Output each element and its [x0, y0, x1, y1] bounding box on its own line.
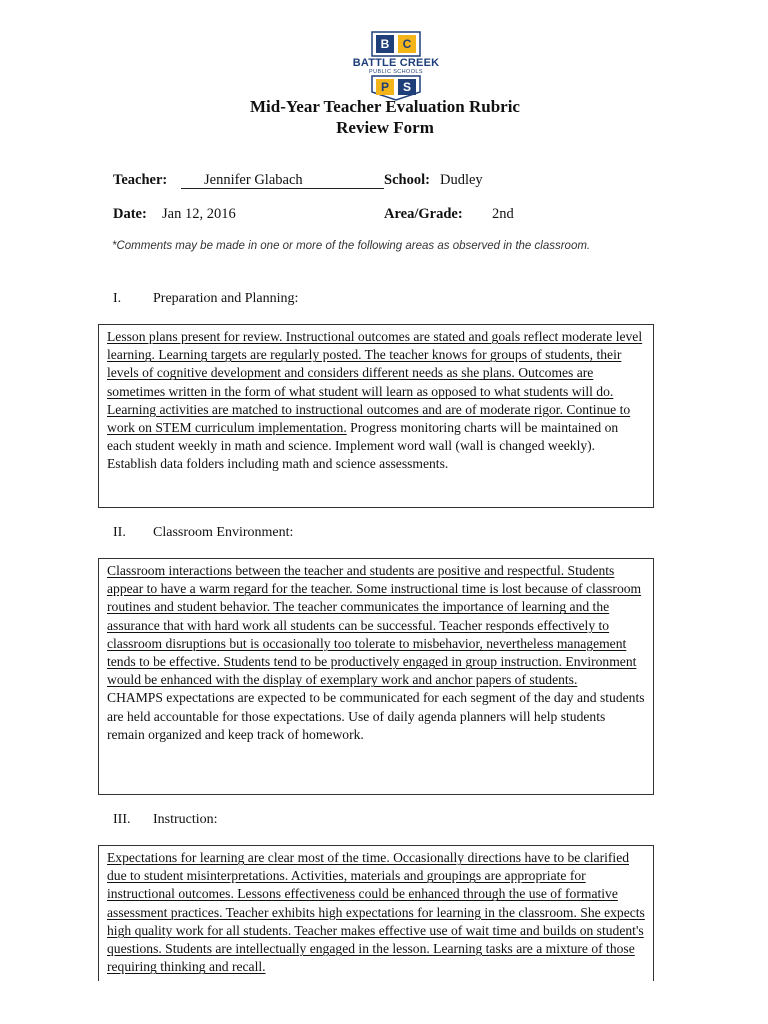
- section-3-title: Instruction:: [153, 812, 218, 827]
- form-title: Mid-Year Teacher Evaluation Rubric: [250, 97, 520, 116]
- area-grade-label: Area/Grade:: [384, 206, 463, 222]
- section-1-comment-underlined: Lesson plans present for review. Instructional outcomes are stated and goals reflect moderate level learning. Learning targets are regularly posted. The teacher knows for groups of students, their levels of cognitive development and considers different needs as she plans. Outcomes are sometimes written in the form of what student will learn as opposed to what students will do. Learning activities are matched to instructional outcomes and are of moderate rigor. Continue to work on STEM curriculum implementation.: [107, 329, 643, 436]
- section-3-number: III.: [113, 812, 131, 827]
- section-3-comment-underlined: Expectations for learning are clear most of the time. Occasionally directions have to be clarified due to student misinterpretations. Activities, materials and groupings are appropriate for instructional outcomes. Lessons effectiveness could be enhanced through the use of formative assessment practices. Teacher exhibits high expectations for learning in the classroom. She expects high quality work for all students. Teacher makes effective use of wait time and builds on student's questions. Students are intellectually engaged in the lesson. Learning tasks are a mixture of those requiring thinking and recall.: [107, 850, 645, 975]
- date-label: Date:: [113, 206, 147, 222]
- section-2-number: II.: [113, 525, 126, 540]
- area-grade-value: 2nd: [492, 206, 514, 222]
- school-value: Dudley: [440, 172, 483, 188]
- section-3-comment-box: [98, 845, 654, 981]
- section-2-comment-plain: CHAMPS expectations are expected to be communicated for each segment of the day and students are held accountable for those expectations. Use of daily agenda planners will help students remain organized and keep track of homework.: [107, 690, 645, 742]
- form-subtitle: Review Form: [336, 118, 434, 137]
- logo-letter-c: C: [402, 37, 412, 51]
- logo-subtitle: PUBLIC SCHOOLS: [369, 69, 423, 75]
- section-1-title: Preparation and Planning:: [153, 291, 299, 306]
- section-1-comment-plain: Progress monitoring charts will be maintained on each student weekly in math and science. Implement word wall (wall is changed weekly). Establish data folders including math and science assessments.: [107, 420, 619, 472]
- comments-note: *Comments may be made in one or more of the following areas as observed in the classroom.: [112, 240, 591, 252]
- teacher-label: Teacher:: [113, 172, 168, 188]
- section-1-number: I.: [113, 291, 122, 306]
- battle-creek-logo: [352, 30, 440, 102]
- logo-letter-b: B: [380, 37, 390, 51]
- logo-letter-s: S: [402, 80, 411, 94]
- section-2-comment-box: [98, 558, 654, 795]
- section-1-comment-box: [98, 324, 654, 508]
- logo-name: BATTLE CREEK: [352, 57, 440, 69]
- logo-letter-p: P: [380, 80, 389, 94]
- section-2-title: Classroom Environment:: [153, 525, 294, 540]
- teacher-value: Jennifer Glabach: [204, 172, 303, 188]
- section-2-comment-underlined: Classroom interactions between the teacher and students are positive and respectful. Students appear to have a warm regard for the teacher. Some instructional time is lost because of classroom routines and student behavior. The teacher communicates the importance of learning and the assurance that with hard work all students can be successful. Teacher responds effectively to classroom disruptions but is occasionally too tolerate to misbehavior, nevertheless management tends to be effective. Students tend to be productively engaged in group instruction. Environment would be enhanced with the display of exemplary work and anchor papers of students.: [107, 563, 642, 688]
- school-label: School:: [384, 172, 430, 188]
- date-value: Jan 12, 2016: [162, 206, 236, 222]
